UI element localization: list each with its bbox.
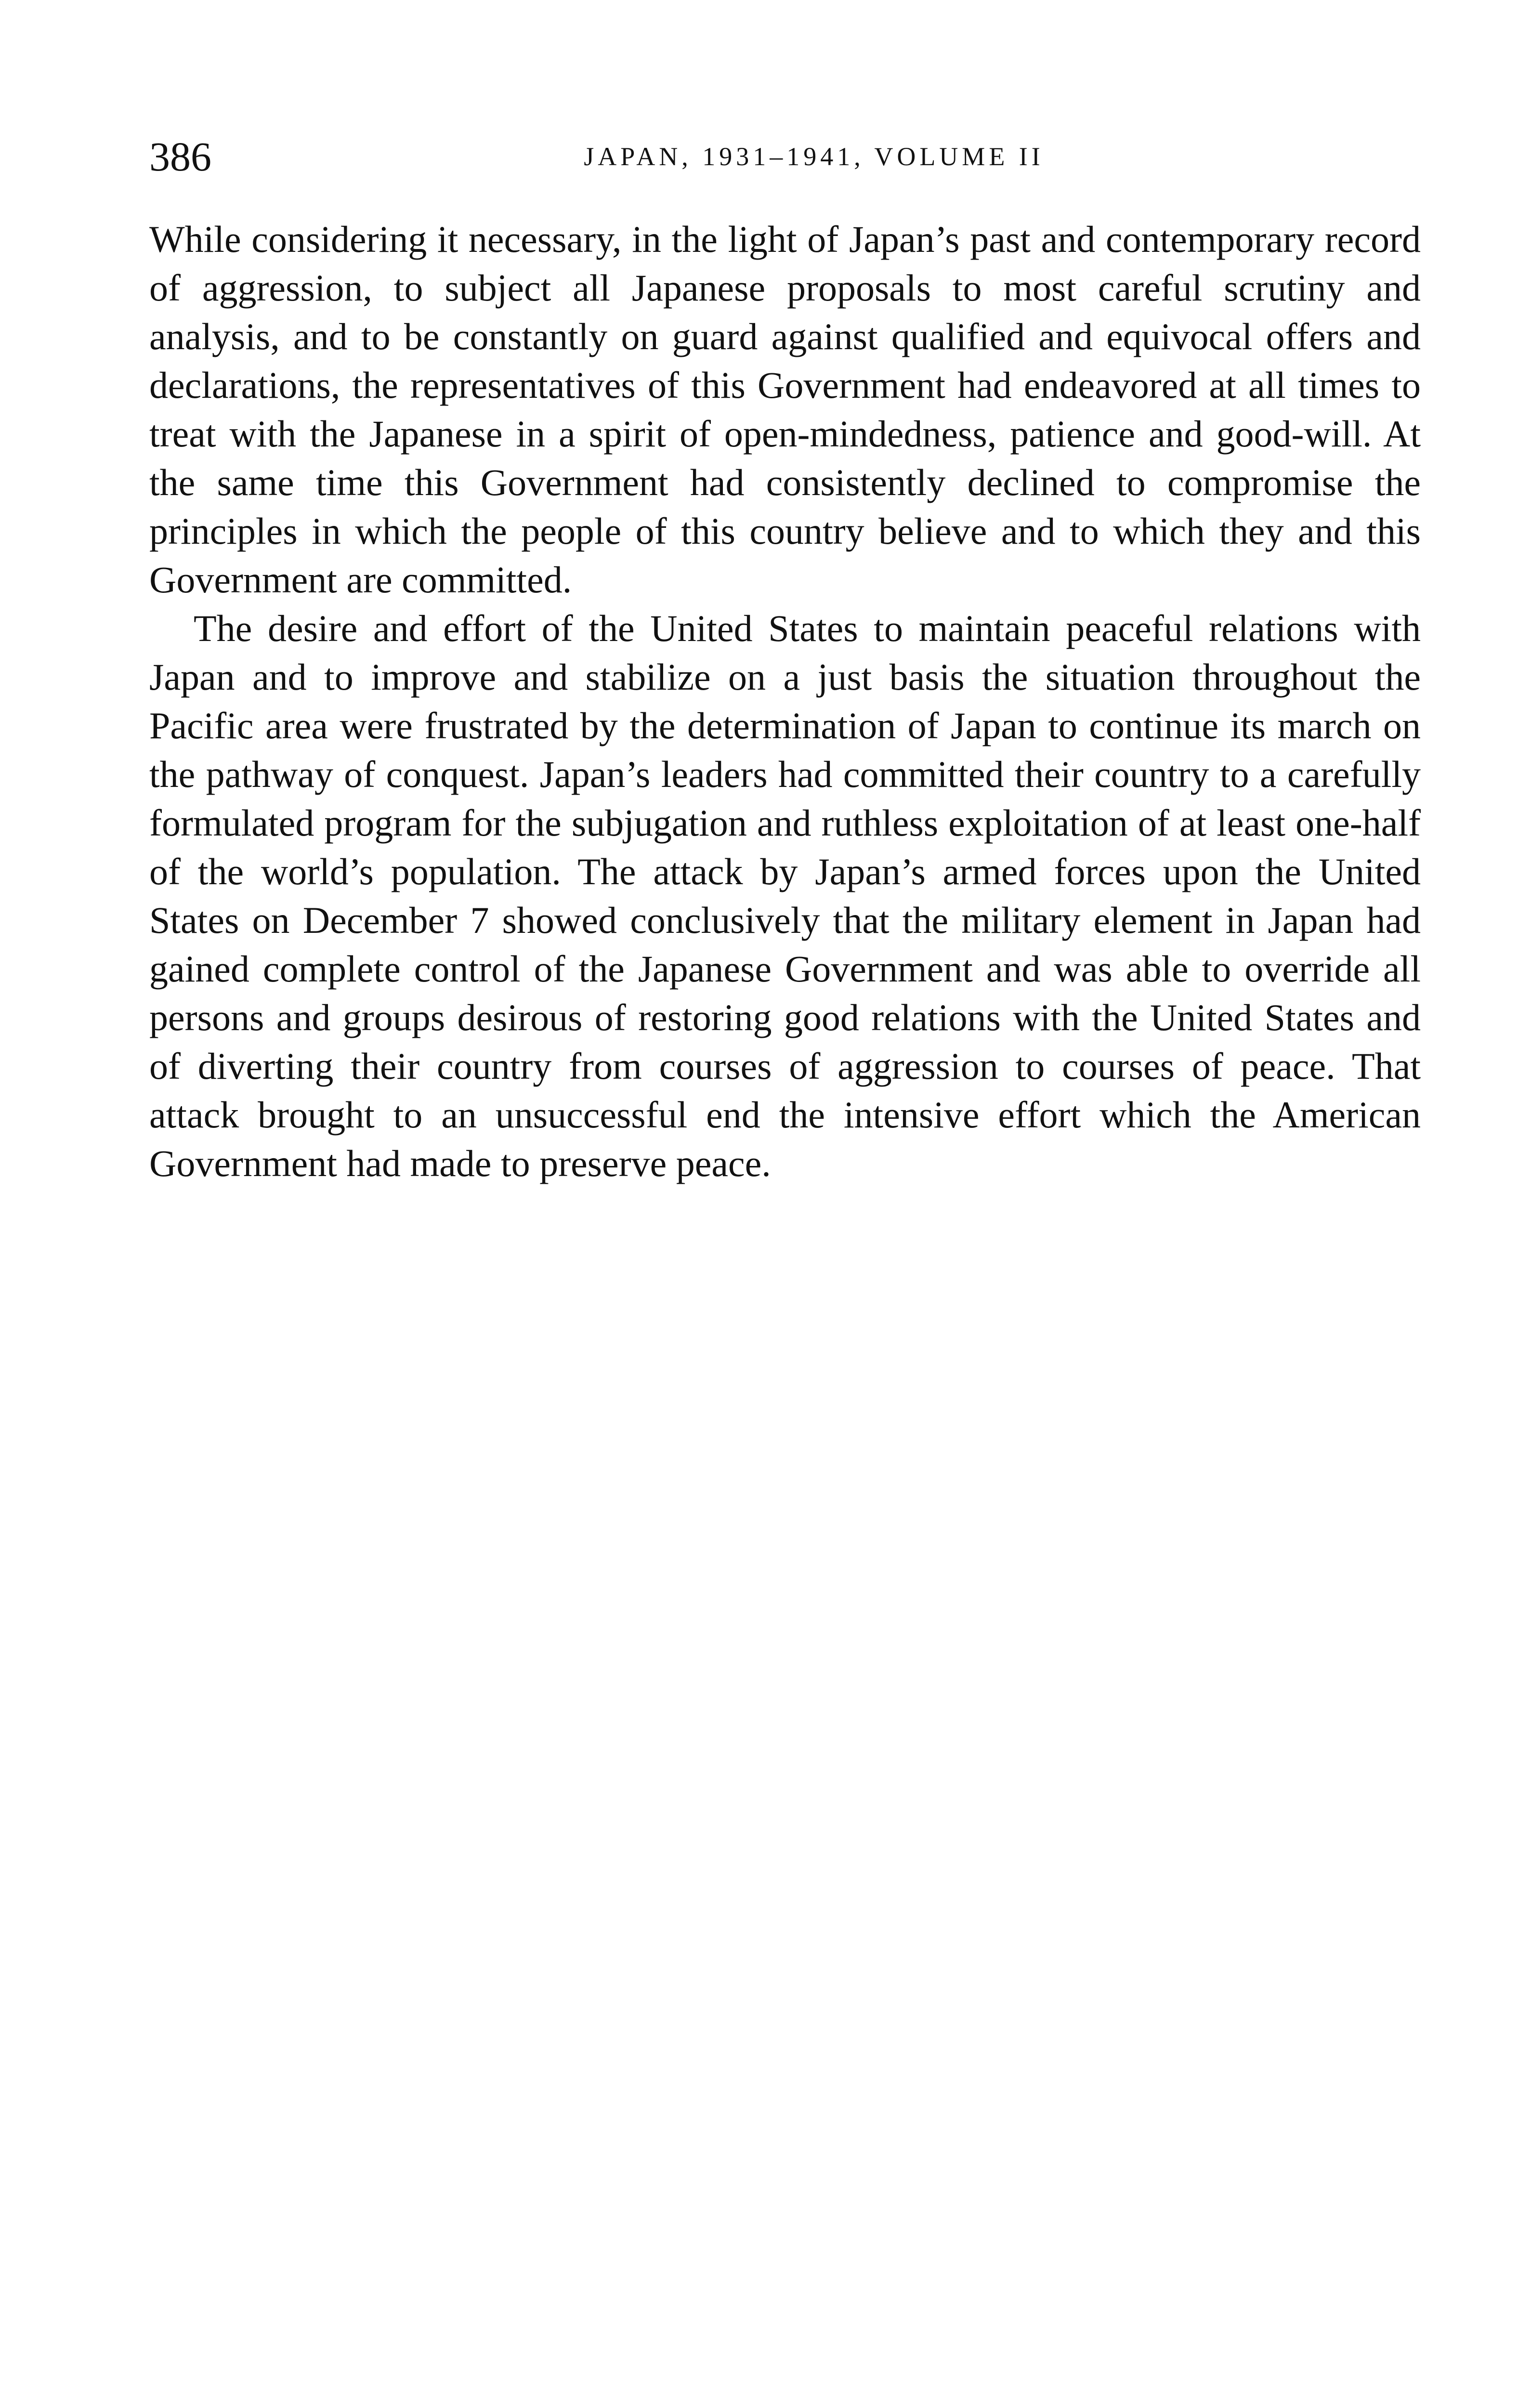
running-title: JAPAN, 1931–1941, VOLUME II (584, 142, 1044, 171)
paragraph-1: While considering it necessary, in the light of Japan’s past and contemporary record of aggression, to subject all Japanese proposals to most careful scrutiny and analysis, and to be constantly on guard against qualified and equivocal offers and declarations, the representatives of this Government had endeavored at all times to treat with the Japanese in a spirit of open-mindedness, patience and good-will. At the same time this Government had consistently declined to compromise the principles in which the people of this country believe and to which they and this Government are committed. (149, 218, 1421, 601)
paragraph-2: The desire and effort of the United States to maintain peaceful relations with Japan and to improve and stabilize on a just basis the situation throughout the Pacific area were frustrated by the determination of Japan to continue its march on the pathway of conquest. Japan’s leaders had committed their country to a carefully formulated program for the subjugation and ruthless exploitation of at least one-half of the world’s population. The attack by Japan’s armed forces upon the United States on December 7 showed conclusively that the military element in Japan had gained complete control of the Japanese Government and was able to override all persons and groups desirous of restoring good relations with the United States and of diverting their country from courses of aggression to courses of peace. That attack brought to an unsuccessful end the intensive effort which the American Government had made to preserve peace. (149, 607, 1421, 1184)
page-number: 386 (149, 133, 211, 180)
body-text (149, 215, 1421, 1188)
running-head (149, 130, 1421, 183)
